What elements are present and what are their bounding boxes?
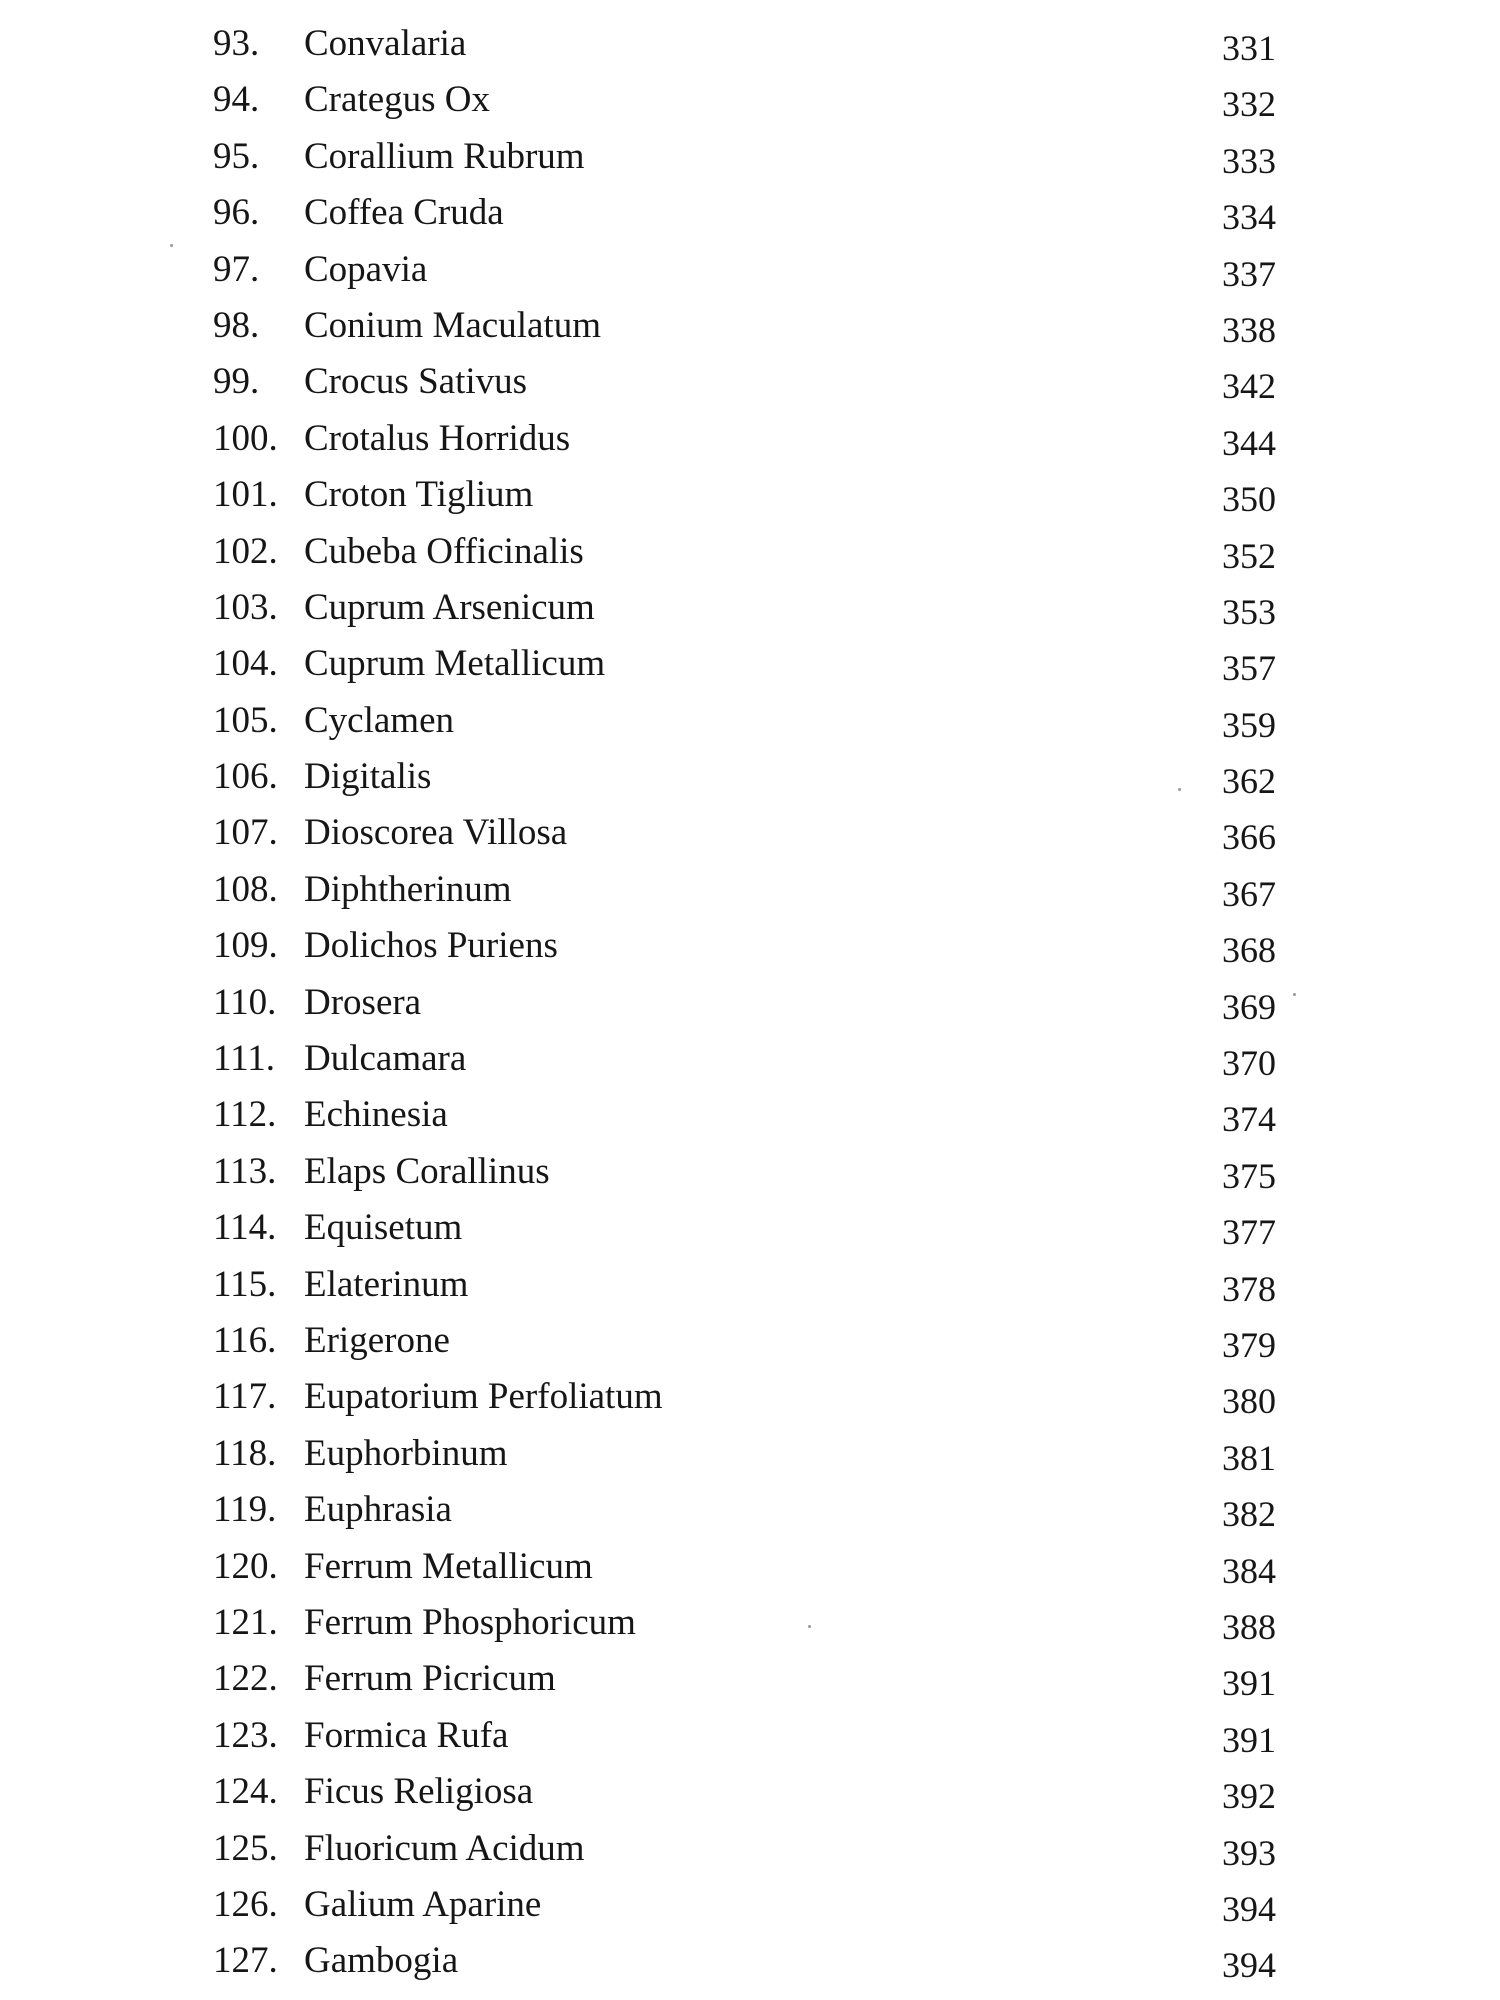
toc-entry-number: 116. [213,1319,277,1361]
toc-entry[interactable] [0,1653,1500,1709]
toc-entry-page-number: 366 [1222,817,1276,858]
toc-entry-page-number: 391 [1222,1719,1276,1760]
toc-entry[interactable] [0,300,1500,356]
toc-entry-number: 102. [213,530,278,572]
toc-entry-number: 125. [213,1827,278,1869]
toc-entry-title: Convalaria [304,23,467,64]
toc-entry-number: 127. [213,1940,278,1982]
toc-entry-number: 105. [213,699,278,741]
toc-entry-page-number: 352 [1222,535,1276,576]
toc-list [0,18,1500,1992]
toc-entry-title: Echinesia [304,1094,448,1136]
toc-entry-title: Drosera [304,981,422,1023]
toc-entry[interactable] [0,1823,1500,1879]
toc-entry-page-number: 353 [1222,591,1276,632]
toc-entry[interactable] [0,1371,1500,1427]
toc-entry-number: 108. [213,868,278,910]
toc-entry-title: Ferrum Picricum [304,1658,556,1700]
toc-entry-page-number: 393 [1222,1832,1276,1873]
toc-entry-number: 100. [213,417,278,459]
toc-entry-number: 113. [213,1150,277,1192]
toc-entry-page-number: 378 [1222,1268,1276,1309]
toc-entry-number: 114. [213,1207,277,1249]
toc-entry-title: Ferrum Phosphoricum [304,1601,636,1643]
toc-entry[interactable] [0,1935,1500,1991]
toc-entry[interactable] [0,582,1500,638]
toc-entry-page-number: 379 [1222,1324,1276,1365]
toc-entry-page-number: 337 [1222,253,1276,294]
toc-entry-number: 109. [213,925,278,967]
toc-entry[interactable] [0,751,1500,807]
toc-entry-title: Erigerone [304,1319,450,1361]
toc-entry-number: 112. [213,1094,277,1136]
toc-entry-title: Dulcamara [304,1038,467,1080]
toc-entry-page-number: 344 [1222,422,1276,463]
toc-entry-page-number: 370 [1222,1043,1276,1084]
toc-entry-number: 96. [213,192,260,234]
toc-entry-title: Corallium Rubrum [304,135,585,177]
toc-entry-title: Euphorbinum [304,1432,508,1474]
toc-entry-title: Copavia [304,248,428,290]
toc-entry-number: 97. [213,248,260,290]
toc-entry[interactable] [0,807,1500,863]
toc-entry-title: Dolichos Puriens [304,925,558,967]
toc-entry-page-number: 369 [1222,986,1276,1027]
toc-entry-number: 99. [213,361,260,403]
toc-entry[interactable] [0,1541,1500,1597]
toc-entry-page-number: 375 [1222,1155,1276,1196]
toc-entry-title: Elaterinum [304,1263,469,1305]
toc-entry-page-number: 368 [1222,930,1276,971]
toc-entry-number: 115. [213,1263,277,1305]
toc-entry-number: 111. [213,1038,276,1080]
toc-entry-number: 126. [213,1883,278,1925]
toc-entry-title: Formica Rufa [304,1714,509,1756]
toc-entry[interactable] [0,244,1500,300]
toc-entry[interactable] [0,1879,1500,1935]
toc-entry[interactable] [0,74,1500,130]
toc-entry-title: Conium Maculatum [304,304,601,346]
toc-entry-number: 104. [213,643,278,685]
toc-entry-page-number: 384 [1222,1550,1276,1591]
toc-entry-page-number: 359 [1222,704,1276,745]
toc-entry[interactable] [0,469,1500,525]
toc-entry[interactable] [0,1033,1500,1089]
toc-entry-number: 122. [213,1658,278,1700]
toc-entry-title: Gambogia [304,1940,459,1982]
toc-entry[interactable] [0,1259,1500,1315]
toc-entry-title: Crotalus Horridus [304,417,571,459]
toc-entry-title: Elaps Corallinus [304,1150,550,1192]
toc-entry-page-number: 388 [1222,1606,1276,1647]
toc-entry-page-number: 350 [1222,479,1276,520]
toc-entry[interactable] [0,1202,1500,1258]
toc-entry[interactable] [0,356,1500,412]
toc-entry[interactable] [0,1146,1500,1202]
toc-entry-page-number: 332 [1222,84,1276,125]
toc-entry-page-number: 394 [1222,1888,1276,1929]
toc-entry-page-number: 391 [1222,1663,1276,1704]
toc-entry-page-number: 331 [1222,28,1276,68]
toc-entry-title: Crategus Ox [304,79,490,121]
toc-entry-title: Ficus Religiosa [304,1771,534,1813]
toc-entry[interactable] [0,920,1500,976]
toc-entry-number: 106. [213,756,278,798]
toc-entry-title: Galium Aparine [304,1883,542,1925]
toc-entry-number: 93. [213,23,260,64]
toc-entry-number: 103. [213,586,278,628]
toc-entry-title: Equisetum [304,1207,463,1249]
toc-entry-number: 123. [213,1714,278,1756]
toc-entry[interactable] [0,413,1500,469]
toc-entry-page-number: 382 [1222,1494,1276,1535]
toc-entry[interactable] [0,864,1500,920]
toc-entry-number: 118. [213,1432,277,1474]
toc-entry[interactable] [0,695,1500,751]
toc-entry[interactable] [0,1766,1500,1822]
toc-entry-page-number: 394 [1222,1945,1276,1986]
toc-entry[interactable] [0,131,1500,187]
toc-entry-title: Digitalis [304,756,432,798]
toc-entry-page-number: 380 [1222,1381,1276,1422]
toc-entry-number: 95. [213,135,260,177]
toc-entry-title: Diphtherinum [304,868,512,910]
toc-entry-page-number: 334 [1222,197,1276,238]
toc-entry[interactable] [0,1710,1500,1766]
toc-entry-title: Eupatorium Perfoliatum [304,1376,663,1418]
toc-entry-title: Dioscorea Villosa [304,812,568,854]
toc-entry[interactable] [0,1597,1500,1653]
toc-entry[interactable] [0,638,1500,694]
toc-entry-number: 98. [213,304,260,346]
toc-entry-title: Ferrum Metallicum [304,1545,593,1587]
toc-entry[interactable] [0,187,1500,243]
toc-entry-page-number: 362 [1222,761,1276,802]
toc-entry-number: 107. [213,812,278,854]
toc-entry-number: 94. [213,79,260,121]
toc-entry[interactable] [0,977,1500,1033]
toc-entry[interactable] [0,18,1500,74]
toc-entry-page-number: 357 [1222,648,1276,689]
toc-entry-title: Cubeba Officinalis [304,530,584,572]
toc-entry-title: Croton Tiglium [304,474,534,516]
toc-entry-title: Crocus Sativus [304,361,528,403]
toc-entry-number: 120. [213,1545,278,1587]
toc-entry[interactable] [0,1484,1500,1540]
toc-entry[interactable] [0,1315,1500,1371]
toc-entry-page-number: 377 [1222,1212,1276,1253]
toc-entry-title: Fluoricum Acidum [304,1827,585,1869]
toc-entry[interactable] [0,1428,1500,1484]
toc-entry-page-number: 338 [1222,309,1276,350]
toc-entry[interactable] [0,1089,1500,1145]
toc-entry-title: Cuprum Arsenicum [304,586,595,628]
toc-entry-page-number: 392 [1222,1776,1276,1817]
toc-entry-number: 119. [213,1489,277,1531]
toc-entry-title: Cyclamen [304,699,455,741]
toc-entry-number: 101. [213,474,278,516]
toc-entry-number: 121. [213,1601,278,1643]
toc-entry-page-number: 333 [1222,140,1276,181]
toc-entry-page-number: 381 [1222,1437,1276,1478]
toc-entry-page-number: 367 [1222,873,1276,914]
toc-entry-number: 117. [213,1376,277,1418]
toc-entry-title: Coffea Cruda [304,192,504,234]
toc-entry-page-number: 342 [1222,366,1276,407]
toc-entry-number: 110. [213,981,277,1023]
toc-entry-title: Euphrasia [304,1489,452,1531]
toc-entry-page-number: 374 [1222,1099,1276,1140]
toc-entry[interactable] [0,526,1500,582]
toc-entry-number: 124. [213,1771,278,1813]
toc-entry-title: Cuprum Metallicum [304,643,606,685]
